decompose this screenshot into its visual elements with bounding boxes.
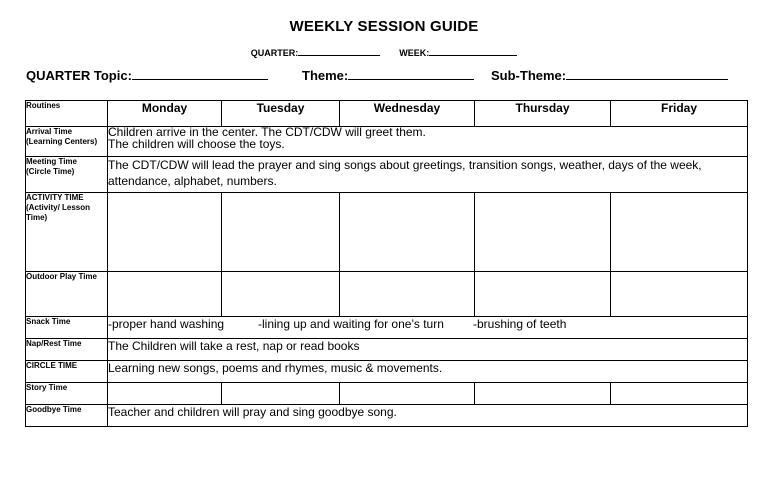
theme-blank[interactable] (348, 66, 474, 80)
theme-label: Theme: (302, 68, 349, 83)
nap-row (26, 339, 748, 361)
meeting-row (26, 157, 748, 193)
nap-text[interactable]: The Children will take a rest, nap or read books (108, 339, 748, 361)
day-header-thursday: Thursday (475, 101, 611, 127)
circle-label: CIRCLE TIME (26, 361, 108, 383)
quarter-label: QUARTER: (250, 48, 299, 58)
quarter-topic-label: QUARTER Topic: (26, 68, 132, 83)
snack-row (26, 317, 748, 339)
activity-monday-cell[interactable] (108, 193, 222, 272)
meeting-text[interactable]: The CDT/CDW will lead the prayer and sing songs about greetings, transition songs, weather, days of the week, attendance, alphabet, numbers. (108, 157, 748, 193)
goodbye-label: Goodbye Time (26, 405, 108, 427)
routines-header: Routines (26, 101, 108, 127)
circle-row (26, 361, 748, 383)
snack-item-handwashing: -proper hand washing (108, 317, 225, 331)
activity-label: ACTIVITY TIME (Activity/ Lesson Time) (26, 193, 108, 272)
activity-row (26, 193, 748, 272)
outdoor-monday-cell[interactable] (108, 272, 222, 317)
week-blank[interactable] (429, 46, 517, 56)
activity-friday-cell[interactable] (611, 193, 748, 272)
day-header-tuesday: Tuesday (222, 101, 340, 127)
day-header-friday: Friday (611, 101, 748, 127)
sub-theme-blank[interactable] (566, 66, 728, 80)
activity-tuesday-cell[interactable] (222, 193, 340, 272)
story-friday-cell[interactable] (611, 383, 748, 405)
outdoor-wednesday-cell[interactable] (340, 272, 475, 317)
activity-thursday-cell[interactable] (475, 193, 611, 272)
day-header-wednesday: Wednesday (340, 101, 475, 127)
nap-label: Nap/Rest Time (26, 339, 108, 361)
story-tuesday-cell[interactable] (222, 383, 340, 405)
header-row (26, 101, 748, 127)
page-title: WEEKLY SESSION GUIDE (289, 18, 479, 35)
activity-wednesday-cell[interactable] (340, 193, 475, 272)
story-row (26, 383, 748, 405)
goodbye-text[interactable]: Teacher and children will pray and sing goodbye song. (108, 405, 748, 427)
outdoor-row (26, 272, 748, 317)
story-monday-cell[interactable] (108, 383, 222, 405)
session-table (25, 100, 748, 427)
snack-text[interactable] (108, 317, 748, 339)
outdoor-friday-cell[interactable] (611, 272, 748, 317)
outdoor-tuesday-cell[interactable] (222, 272, 340, 317)
sub-theme-label: Sub-Theme: (491, 68, 567, 83)
outdoor-label: Outdoor Play Time (26, 272, 108, 317)
snack-label: Snack Time (26, 317, 108, 339)
story-label: Story Time (26, 383, 108, 405)
goodbye-row (26, 405, 748, 427)
story-thursday-cell[interactable] (475, 383, 611, 405)
outdoor-thursday-cell[interactable] (475, 272, 611, 317)
quarter-blank[interactable] (298, 46, 380, 56)
quarter-week-line (0, 46, 768, 58)
arrival-text[interactable]: Children arrive in the center. The CDT/CDW will greet them. The children will choose the toys. (108, 127, 748, 157)
arrival-row (26, 127, 748, 157)
day-header-monday: Monday (108, 101, 222, 127)
story-wednesday-cell[interactable] (340, 383, 475, 405)
snack-item-lining-up: -lining up and waiting for one’s turn (258, 317, 444, 331)
week-label: WEEK: (399, 48, 430, 58)
meeting-label: Meeting Time (Circle Time) (26, 157, 108, 193)
arrival-label: Arrival Time (Learning Centers) (26, 127, 108, 157)
snack-item-brushing: -brushing of teeth (473, 317, 567, 331)
quarter-topic-blank[interactable] (132, 66, 268, 80)
circle-text[interactable]: Learning new songs, poems and rhymes, music & movements. (108, 361, 748, 383)
